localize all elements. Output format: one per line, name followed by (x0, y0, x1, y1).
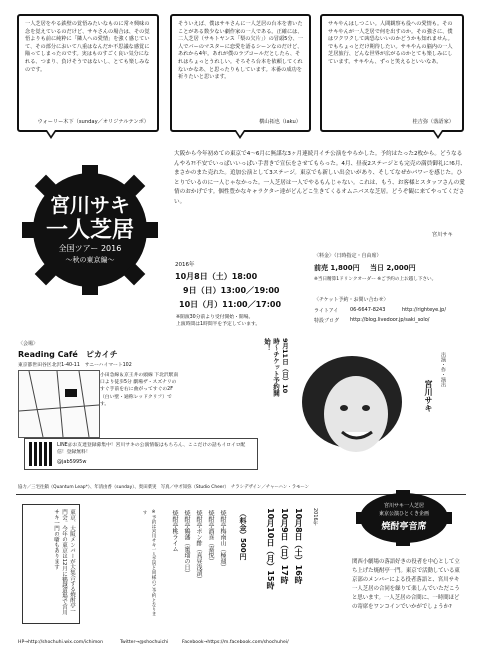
quote-bubble-1 (17, 14, 159, 132)
ticket-contact-head: 〈チケット予約・お問い合わせ〉 (314, 297, 389, 303)
quote-bubble-2 (170, 14, 311, 132)
qr-code-icon (29, 442, 53, 466)
title-line-2: 一人芝居 (45, 218, 134, 243)
quote-1-author: ウォーリー木下（sunday／オリジナルテンポ） (37, 119, 149, 125)
venue-label: 〈会場〉 (18, 341, 39, 347)
schedule-date-3: 10日（月）11:00／17:00 (179, 300, 282, 309)
schedule-note-1: ※開演30分前より受付開始・開場。 (176, 315, 254, 320)
sub-left-text: 東京、大阪メンバーが大集合する焼酎亭一門会。今年の東京は12月に鶴越道場で宮川サキ一門の噺もあります (53, 509, 75, 615)
venue-access: 小田急線＆京王井の頭線 下北沢駅南口より徒歩5分 劇場ザ・スズナリのすぐ手前を右に曲がってすぐの2F（白い壁・通称レッドクリフ）です。 (100, 373, 179, 407)
sub-event-desc: 関西小劇場の落語好きの役者を中心として立ち上げた焼酎亭一門。東京で活動している東京部のメンバーによる役者落語と、宮川サキ一人芝居の合同を繰りて楽しんでいただこうと思います。一人芝居の合間に、一時間ほどの寄席をワンコインでいかがでしょうか? (352, 559, 460, 610)
sub-badge-2: 東京公演ひとくき企画 (378, 511, 429, 517)
ticket-advance: 前売 1,800円 (314, 264, 360, 272)
quote-bubble-3 (320, 14, 464, 132)
performer-name: 宮川サキ (424, 380, 433, 412)
venue-map (18, 370, 100, 438)
quote-3-author: 桂吉弥（落語家） (412, 119, 454, 125)
sub-date-1: 10月8日（土）16時 (294, 508, 303, 584)
title-line-1: 宮川サキ (50, 193, 130, 217)
sub-cast-4: 焼酎亭酒喜（嘉悦） (207, 510, 214, 564)
sub-cast-5: 焼酎亭梅南山（極週） (219, 510, 226, 570)
sub-date-3: 10月10日（月）15時 (266, 508, 275, 590)
ticket-http: http://righteye.jp/ (402, 307, 447, 313)
credits: 協力／三宅往鎖（Quantum Leap*）、年清由香（sunday）、奥田菜実 写真／中才知弥（Studio Cheer） チラシデザイン／チャーハン・ラモーン (18, 485, 310, 490)
footer-twitter[interactable]: Twitter→@shochuichi (120, 640, 169, 645)
performer-role: 出演・作・演出 (440, 352, 446, 387)
sub-badge-1: 宮川サキ一人芝居 (383, 503, 424, 509)
ticket-open-notice: 9月11日（日）10時〜チケット予約開始！ (263, 338, 289, 397)
footer-facebook[interactable]: Facebook→https://m.facebook.com/shochuhei/ (182, 640, 289, 645)
ticket-label: 〈料金〉（日時指定・自由席） (314, 253, 382, 259)
small-gear-icon (356, 490, 452, 546)
map-lines (19, 371, 99, 437)
line-id: @jab5995w (57, 459, 87, 465)
performer-portrait (286, 344, 414, 466)
venue-name: Reading Café ピカイチ (18, 350, 118, 359)
ticket-web-label: 特設ブログ (314, 318, 340, 324)
quote-3-text: サキやんはしつこい。人間観察も役への愛情も。そのサキやんが一人芝居で何を出すのか。その強さに、僕はワクワクして凶恐ないいのかどうかも知れません。でもちょっとだけ期待したい。サキやんの脳内の一人芝居旅行、どんな世界が広がるのかとても楽しみにしています。サキやん、ずっと笑えるといいなあ。 (328, 21, 453, 65)
sub-date-2: 10月9日（日）17時 (280, 508, 289, 584)
sub-badge-3: 焼酎亭音席 (381, 522, 427, 532)
quote-2-author: 横山拓也（iaku） (259, 119, 301, 125)
quote-2-text: そういえば、僕はサキさんに一人芝居の台本を書いたことがある数少ない劇作家の一人である。正確には、二人芝居（サキトヤンス「梨の欠片」）の冒頭5分、一人でバーのマスターに恋愛を語るシーンなのだけど、あれから4年。あれが僕のラブコールだとしたら、それはちょっとうれしい。そろそろ台本を依頼してくれないかなあ、と思ったりもしています。本番の成功を祈りたいと思います。 (178, 21, 303, 81)
ticket-note: ※当日精算1ドリンクオーダー ※ご予約の上お越し下さい。 (314, 277, 437, 282)
sub-event-badge (356, 490, 452, 546)
ticket-web-link[interactable]: http://blog.livedoor.jp/saki_solo/ (350, 317, 430, 323)
title-gear-badge (16, 163, 164, 297)
schedule-note-2: 上演時間は1時間半を予定しています。 (176, 322, 261, 327)
schedule-date-1: 10月8日（土）18:00 (175, 272, 258, 281)
venue-address: 東京都世田谷区北沢1-40-11 サニーハイマート102 (18, 363, 132, 368)
title-tour: 全国ツアー 2016 (58, 244, 122, 253)
schedule-date-2: 9日（日）13:00／19:00 (183, 286, 280, 295)
ticket-tel: 06-6647-8243 (350, 307, 386, 313)
sub-year: 2016年 (312, 508, 318, 526)
ticket-door: 当日 2,000円 (370, 264, 416, 272)
sub-cast-2: 焼酎亭鶴藩（蜜瑠の日） (183, 510, 190, 576)
sub-note: ※予約は宮川サキ一人芝居と同様のご予約となります (142, 510, 156, 617)
sub-price: （料金）500円 (239, 510, 247, 560)
schedule-year: 2016年 (175, 262, 195, 268)
ticket-tel-label: ライトアイ (314, 308, 339, 314)
performer-photo (286, 344, 414, 466)
line-box (24, 438, 258, 470)
sub-left-box (22, 504, 80, 624)
footer-hp[interactable]: HP→http://shochuhi.wix.com/ichimon (18, 640, 104, 645)
quote-1-text: 一人芝居をやる鉄壁の覚悟みたいなものに常々興味の念を覚えているのだけど、サキさんの場合は、その覚悟よりも前に純粋に「隣人への愛情」を強く感じていて、その部分において八重はなんだか不思議な感覚に陥ってしまったのです。実はものすごく良い気分になれる、つまり、負けそうではないし、とても楽しみなのです。 (25, 21, 150, 73)
intro-sign: 宮川サキ (432, 232, 453, 238)
sub-cast-3: 焼酎亭ポン酢（真昼浅漬） (195, 510, 202, 582)
title-sub: 〜秋の東京編〜 (65, 256, 115, 264)
sub-cast-1: 焼酎亭桃ライム (171, 510, 178, 552)
line-text: LINE＠お友達登録募集中！宮川サキの公演情報はもちろん、ここだけの話もイロイロ配信！登録無料！ (57, 443, 246, 455)
intro-text: 大阪から今年初めての東京で4〜6月に無謀な3ヶ月連続月イチ公演をやらかした。予約はたった2枚から。どうなるんやろ?!不安でいっぱいいっぱい手書きで宣伝をさせてもらった。4月、昼夜2ステージとも完売の満員御礼に!6月、まさかのまた売れた。追加公演として3ステージ。東京でも新しい出会いがあり、そしてなぜかパワーを感じた。ひとりでいるのに一人じゃなかった。一人芝居は一人でやるもんじゃない。これは、もう、お客様とスタッフさんの愛情のおかげです。個性豊かなキャラクター達がどんどこ生きてくるオムニバスな芝居。どうぞ観に来てやってください。 (174, 151, 467, 205)
